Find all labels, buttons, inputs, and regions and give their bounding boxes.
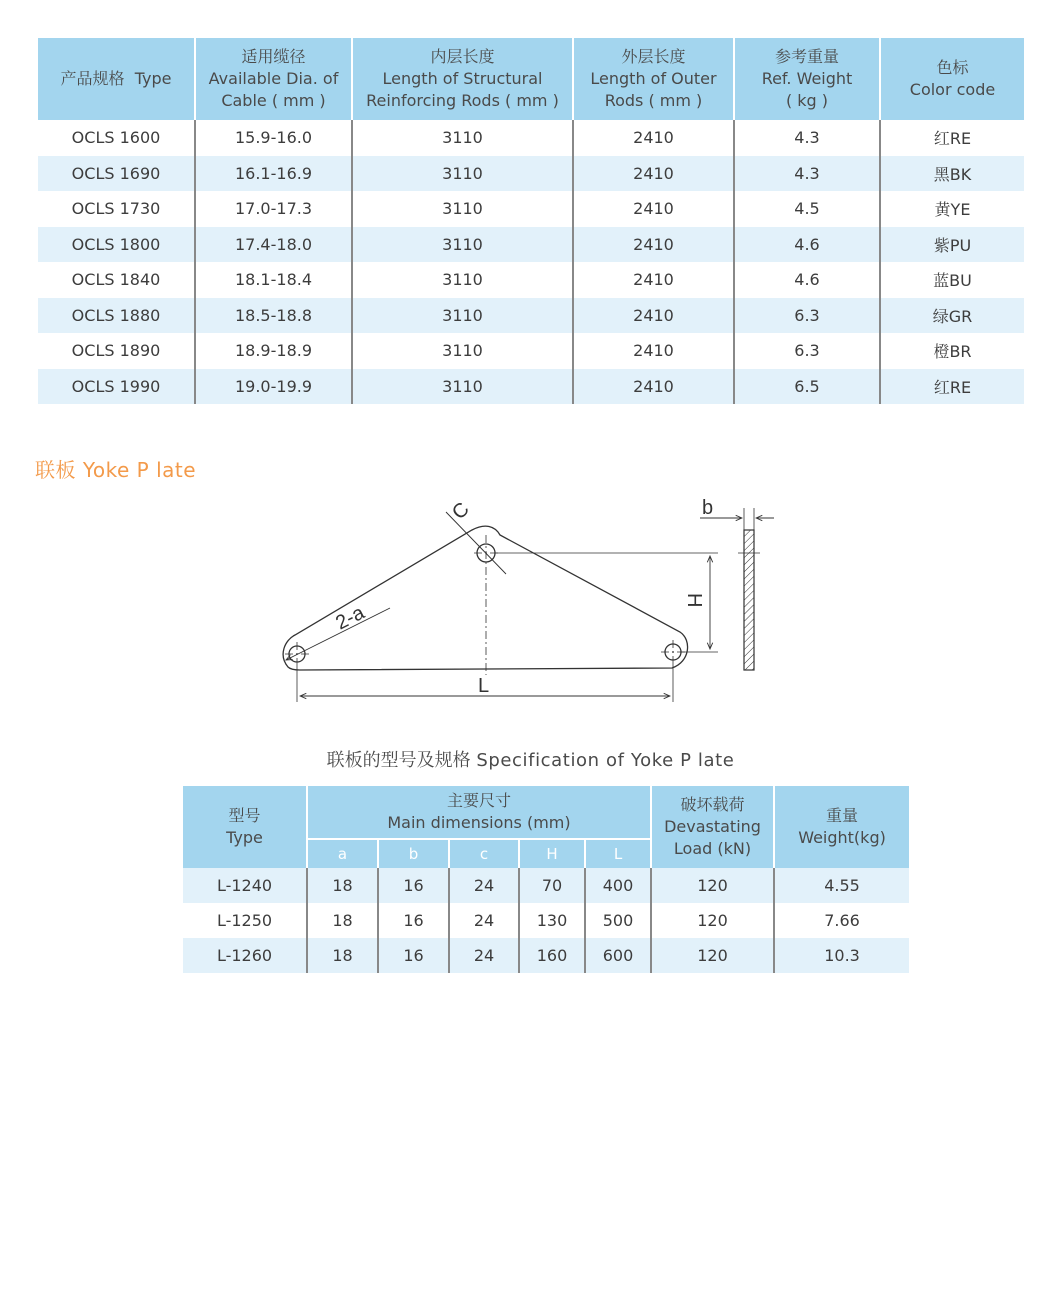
cell-weight: 7.66 (774, 903, 909, 938)
yoke-plate-diagram (260, 490, 800, 710)
cell-weight: 4.55 (774, 868, 909, 903)
header-color-code: 色标 Color code (880, 38, 1024, 120)
section-title: 联板 Yoke P late (35, 458, 197, 482)
table-row (38, 262, 1024, 298)
cell-dia: 17.4-18.0 (195, 227, 352, 263)
cell-load: 120 (651, 868, 774, 903)
table-row (38, 369, 1024, 405)
header-type: 产品规格 Type (38, 38, 195, 120)
cell-a: 18 (307, 868, 378, 903)
cell-inner: 3110 (352, 298, 573, 334)
cell-outer: 2410 (573, 333, 734, 369)
cell-outer: 2410 (573, 156, 734, 192)
caption-cn: 联板的型号及规格 (326, 750, 471, 771)
table-row (38, 227, 1024, 263)
header-type: 型号 Type (183, 786, 307, 868)
cell-type: OCLS 1840 (38, 262, 195, 298)
cell-l: 400 (585, 868, 651, 903)
cell-weight: 6.5 (734, 369, 880, 405)
table-caption (0, 746, 1061, 772)
spec-table (38, 38, 1024, 404)
cell-load: 120 (651, 938, 774, 973)
cell-inner: 3110 (352, 227, 573, 263)
header-dim-h: H (519, 839, 585, 868)
cell-b: 16 (378, 903, 449, 938)
table-row (183, 938, 909, 973)
cell-outer: 2410 (573, 298, 734, 334)
cell-outer: 2410 (573, 227, 734, 263)
cell-l: 600 (585, 938, 651, 973)
cell-type: L-1260 (183, 938, 307, 973)
cell-a: 18 (307, 903, 378, 938)
cell-c: 24 (449, 868, 519, 903)
cell-outer: 2410 (573, 262, 734, 298)
table-row (38, 120, 1024, 156)
cell-outer: 2410 (573, 120, 734, 156)
label-c: C (447, 498, 474, 525)
cell-type: OCLS 1890 (38, 333, 195, 369)
cell-b: 16 (378, 868, 449, 903)
header-main-dimensions: 主要尺寸 Main dimensions (mm) (307, 786, 651, 839)
cell-dia: 16.1-16.9 (195, 156, 352, 192)
cell-type: L-1250 (183, 903, 307, 938)
cell-h: 70 (519, 868, 585, 903)
cell-color: 橙BR (880, 333, 1024, 369)
header-dim-a: a (307, 839, 378, 868)
cell-type: L-1240 (183, 868, 307, 903)
cell-weight: 6.3 (734, 298, 880, 334)
header-ref-weight: 参考重量 Ref. Weight ( kg ) (734, 38, 880, 120)
cell-type: OCLS 1600 (38, 120, 195, 156)
cell-inner: 3110 (352, 333, 573, 369)
cell-type: OCLS 1880 (38, 298, 195, 334)
cell-outer: 2410 (573, 369, 734, 405)
header-cable-dia: 适用缆径 Available Dia. of Cable ( mm ) (195, 38, 352, 120)
cell-color: 绿GR (880, 298, 1024, 334)
cell-dia: 19.0-19.9 (195, 369, 352, 405)
cell-c: 24 (449, 903, 519, 938)
cell-inner: 3110 (352, 262, 573, 298)
cell-weight: 6.3 (734, 333, 880, 369)
cell-color: 蓝BU (880, 262, 1024, 298)
cell-color: 红RE (880, 369, 1024, 405)
header-dim-b: b (378, 839, 449, 868)
cell-outer: 2410 (573, 191, 734, 227)
cell-weight: 4.6 (734, 262, 880, 298)
cell-weight: 4.5 (734, 191, 880, 227)
table-row (38, 333, 1024, 369)
table-row (183, 903, 909, 938)
cell-dia: 15.9-16.0 (195, 120, 352, 156)
cell-type: OCLS 1800 (38, 227, 195, 263)
plate-outline (283, 526, 687, 670)
spec-table-header (38, 38, 1024, 120)
cell-load: 120 (651, 903, 774, 938)
cell-inner: 3110 (352, 156, 573, 192)
caption-en: Specification of Yoke P late (476, 750, 735, 771)
header-load: 破坏载荷 Devastating Load (kN) (651, 786, 774, 868)
cell-weight: 4.3 (734, 120, 880, 156)
cell-color: 红RE (880, 120, 1024, 156)
cell-dia: 18.1-18.4 (195, 262, 352, 298)
cell-type: OCLS 1990 (38, 369, 195, 405)
c-leader (446, 512, 506, 574)
cell-type: OCLS 1690 (38, 156, 195, 192)
table-row (38, 298, 1024, 334)
cell-color: 紫PU (880, 227, 1024, 263)
cell-weight: 4.6 (734, 227, 880, 263)
cell-weight: 10.3 (774, 938, 909, 973)
cell-inner: 3110 (352, 120, 573, 156)
header-inner-length: 内层长度 Length of Structural Reinforcing Rods ( mm ) (352, 38, 573, 120)
yoke-table (183, 786, 909, 973)
table-row (183, 868, 909, 903)
cell-color: 黑BK (880, 156, 1024, 192)
header-outer-length: 外层长度 Length of Outer Rods ( mm ) (573, 38, 734, 120)
cell-type: OCLS 1730 (38, 191, 195, 227)
header-dim-l: L (585, 839, 651, 868)
cell-inner: 3110 (352, 191, 573, 227)
cell-a: 18 (307, 938, 378, 973)
label-l: L (478, 675, 490, 697)
cell-weight: 4.3 (734, 156, 880, 192)
cell-dia: 18.9-18.9 (195, 333, 352, 369)
table-row (38, 191, 1024, 227)
label-h: H (683, 593, 705, 608)
cell-h: 130 (519, 903, 585, 938)
cell-l: 500 (585, 903, 651, 938)
cell-b: 16 (378, 938, 449, 973)
cell-inner: 3110 (352, 369, 573, 405)
cell-c: 24 (449, 938, 519, 973)
side-view (744, 530, 754, 670)
table-row (38, 156, 1024, 192)
label-b: b (702, 497, 714, 519)
label-two-a: 2-a (332, 601, 369, 635)
cell-color: 黄YE (880, 191, 1024, 227)
cell-dia: 17.0-17.3 (195, 191, 352, 227)
cell-h: 160 (519, 938, 585, 973)
header-dim-c: c (449, 839, 519, 868)
header-weight: 重量 Weight(kg) (774, 786, 909, 868)
cell-dia: 18.5-18.8 (195, 298, 352, 334)
